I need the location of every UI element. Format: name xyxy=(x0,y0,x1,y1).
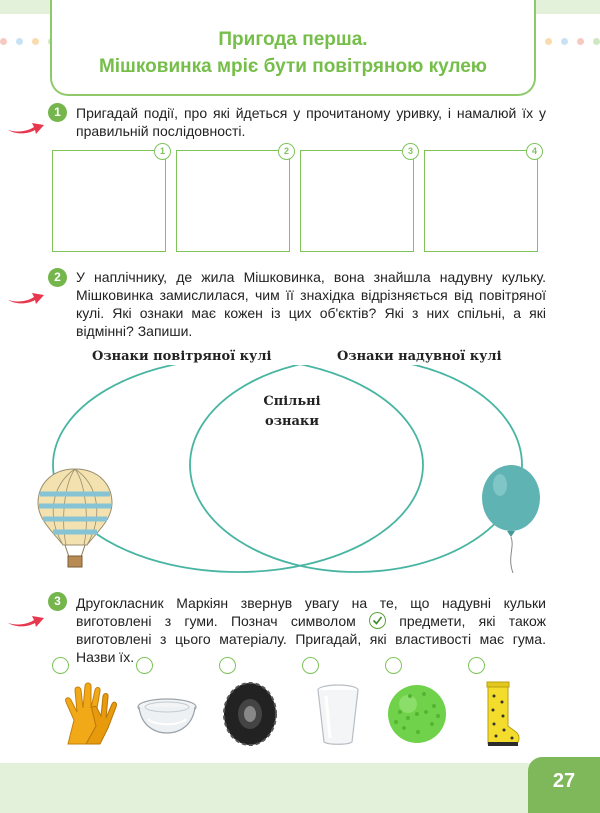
drawing-frame-3[interactable] xyxy=(300,146,414,252)
spiky-ball-icon xyxy=(386,682,448,746)
task-number-2: 2 xyxy=(48,268,67,287)
rubber-gloves-icon xyxy=(58,680,118,746)
task1-text: Пригадай події, про які йдеться у прочитаному уривку, і намалюй їх у правильній послідовності. xyxy=(76,105,546,139)
teal-balloon-icon xyxy=(478,463,546,575)
drawing-frame-2[interactable] xyxy=(176,146,290,252)
frame-number-4: 4 xyxy=(526,143,543,160)
drawing-frame-1[interactable] xyxy=(52,146,166,252)
venn-circle-right xyxy=(190,365,522,572)
checkbox-tire[interactable] xyxy=(219,657,236,674)
venn-common-label: Спільні ознаки xyxy=(263,394,321,429)
checkbox-spiky-ball[interactable] xyxy=(385,657,402,674)
task2-text: У наплічнику, де жила Мішковинка, вона знайшла надувну кульку. Мішковинка замислилася, чим її знахідка відрізняється від повітряної кулі. Які ознаки має кожен із цих об'єктів? Які з них спільні, а які відмінні? Запиши. xyxy=(76,269,546,339)
bottom-band xyxy=(0,763,600,813)
red-arrow-icon xyxy=(8,612,44,628)
page-title-line2: Мішковинка мріє бути повітряною кулею xyxy=(98,56,488,77)
hot-air-balloon-icon xyxy=(34,466,116,570)
frame-number-1: 1 xyxy=(154,143,171,160)
frame-number-2: 2 xyxy=(278,143,295,160)
red-arrow-icon xyxy=(8,119,44,135)
task-number-1: 1 xyxy=(48,103,67,122)
venn-right-label: Ознаки надувної кулі xyxy=(337,349,502,364)
frame-number-3: 3 xyxy=(402,143,419,160)
title-box xyxy=(50,0,536,96)
checkmark-circle-icon xyxy=(369,612,386,629)
red-arrow-icon xyxy=(8,289,44,305)
checkbox-rubber-gloves[interactable] xyxy=(52,657,69,674)
checkbox-plastic-cup[interactable] xyxy=(302,657,319,674)
task3-text: Другокласник Маркіян звернув увагу на те, що надувні кульки виготовлені з гуми. Познач символом предмети, які також виготовлені з цього матеріалу. Пригадай, які властивості має гума. Назви їх. xyxy=(76,595,547,665)
plastic-cup-icon xyxy=(316,684,360,746)
page-title-line1: Пригода перша. xyxy=(218,29,368,50)
checkbox-rain-boot[interactable] xyxy=(468,657,485,674)
page-number: 27 xyxy=(528,757,600,813)
task-number-3: 3 xyxy=(48,592,67,611)
tire-icon xyxy=(222,681,278,747)
decorative-dots-right xyxy=(545,38,600,46)
glass-bowl-icon xyxy=(136,695,198,737)
venn-left-label: Ознаки повітряної кулі xyxy=(92,349,272,364)
checkbox-glass-bowl[interactable] xyxy=(136,657,153,674)
drawing-frame-4[interactable] xyxy=(424,146,538,252)
rain-boot-icon xyxy=(482,680,522,748)
